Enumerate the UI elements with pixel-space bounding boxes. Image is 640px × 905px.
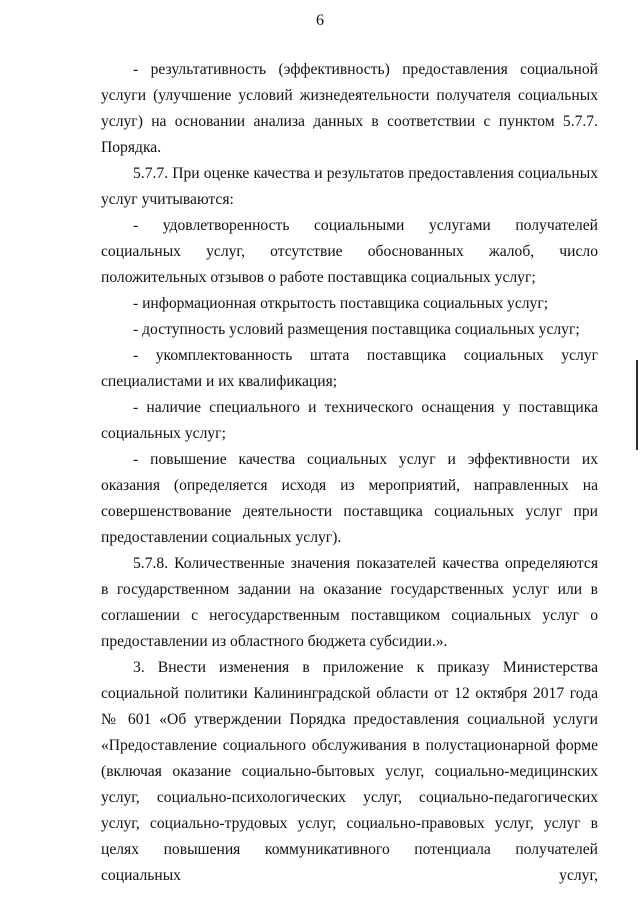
paragraph-effectiveness: - результативность (эффективность) предоставления социальной услуги (улучшение условий жизнедеятельности получателя социальных услуг) на основании анализа данных в соответствии с пунктом 5.7.7. Порядка. <box>101 61 598 156</box>
paragraph-5-7-7: 5.7.7. При оценке качества и результатов предоставления социальных услуг учитываются: <box>101 165 598 208</box>
page-number: 6 <box>316 12 324 29</box>
paragraph-5-7-8: 5.7.8. Количественные значения показателей качества определяются в государственном задании на оказание государственных услуг или в соглашении с негосударственным поставщиком социальных услуг о предоставлении из областного бюджета субсидии.». <box>101 555 598 650</box>
paragraph-accessibility: - доступность условий размещения поставщика социальных услуг; <box>133 321 580 338</box>
paragraph-quality-improvement: - повышение качества социальных услуг и эффективности их оказания (определяется исходя из мероприятий, направленных на совершенствование деятельности поставщика социальных услуг при предоставлении социальных услуг). <box>101 451 598 546</box>
paragraph-equipment: - наличие специального и технического оснащения у поставщика социальных услуг; <box>101 399 598 442</box>
paragraph-item-3: 3. Внести изменения в приложение к приказу Министерства социальной политики Калининградской области от 12 октября 2017 года № 601 «Об утверждении Порядка предоставления социальной услуги «Предоставление социального обслуживания в полустационарной форме (включая оказание социально-бытовых услуг, социально-медицинских услуг, социально-психологических услуг, социально-педагогических услуг, социально-трудовых услуг, социально-правовых услуг, услуг в целях повышения коммуникативного потенциала получателей социальных услуг, <box>101 659 598 884</box>
scan-edge-mark <box>636 360 638 450</box>
paragraph-staffing: - укомплектованность штата поставщика социальных услуг специалистами и их квалификация; <box>101 347 598 390</box>
document-body <box>101 57 598 889</box>
paragraph-openness: - информационная открытость поставщика социальных услуг; <box>133 295 549 312</box>
paragraph-satisfaction: - удовлетворенность социальными услугами получателей социальных услуг, отсутствие обоснованных жалоб, число положительных отзывов о работе поставщика социальных услуг; <box>101 217 598 286</box>
